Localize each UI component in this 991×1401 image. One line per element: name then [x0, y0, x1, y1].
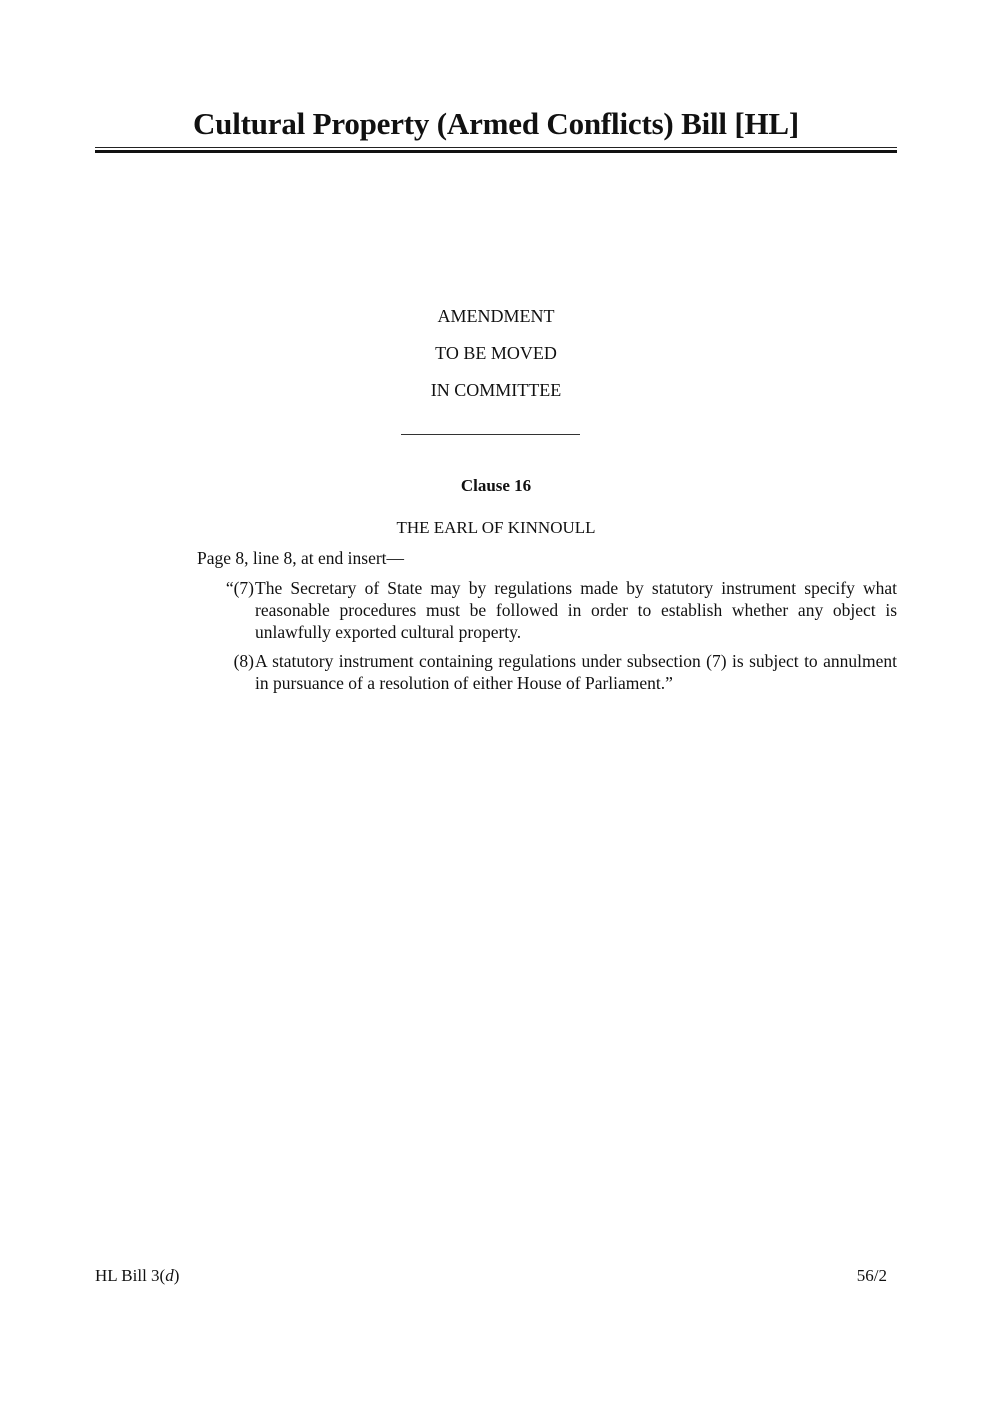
subsection-text: The Secretary of State may by regulations made by statutory instrument specify what reasonable procedures must be followed in order to establish whether any object is unlawfully exported cultural property. — [255, 578, 897, 642]
bill-ref-letter: d — [165, 1266, 174, 1285]
subsection-8 — [210, 650, 897, 694]
bill-ref-suffix: ) — [173, 1266, 180, 1285]
heading-to-be-moved: TO BE MOVED — [435, 343, 557, 363]
subsection-7 — [210, 577, 897, 643]
bill-ref-prefix: HL Bill 3( — [95, 1266, 166, 1285]
mover-name: THE EARL OF KINNOULL — [396, 518, 596, 537]
subsection-text: A statutory instrument containing regulations under subsection (7) is subject to annulment in pursuance of a resolution of either House of Parliament.” — [255, 651, 897, 693]
subsection-number: (8) — [233, 651, 254, 671]
subsection-number: “(7) — [225, 578, 254, 598]
heading-in-committee: IN COMMITTEE — [430, 380, 562, 400]
amendment-instruction: Page 8, line 8, at end insert— — [197, 548, 405, 568]
clause-heading: Clause 16 — [460, 476, 532, 495]
title-rule-thick — [95, 150, 897, 153]
heading-amendment: AMENDMENT — [437, 306, 555, 326]
page-reference: 56/2 — [856, 1266, 887, 1285]
bill-title: Cultural Property (Armed Conflicts) Bill [HL] — [192, 106, 800, 141]
section-divider — [401, 434, 580, 435]
bill-reference — [95, 1266, 179, 1286]
title-rule-thin — [95, 147, 897, 148]
